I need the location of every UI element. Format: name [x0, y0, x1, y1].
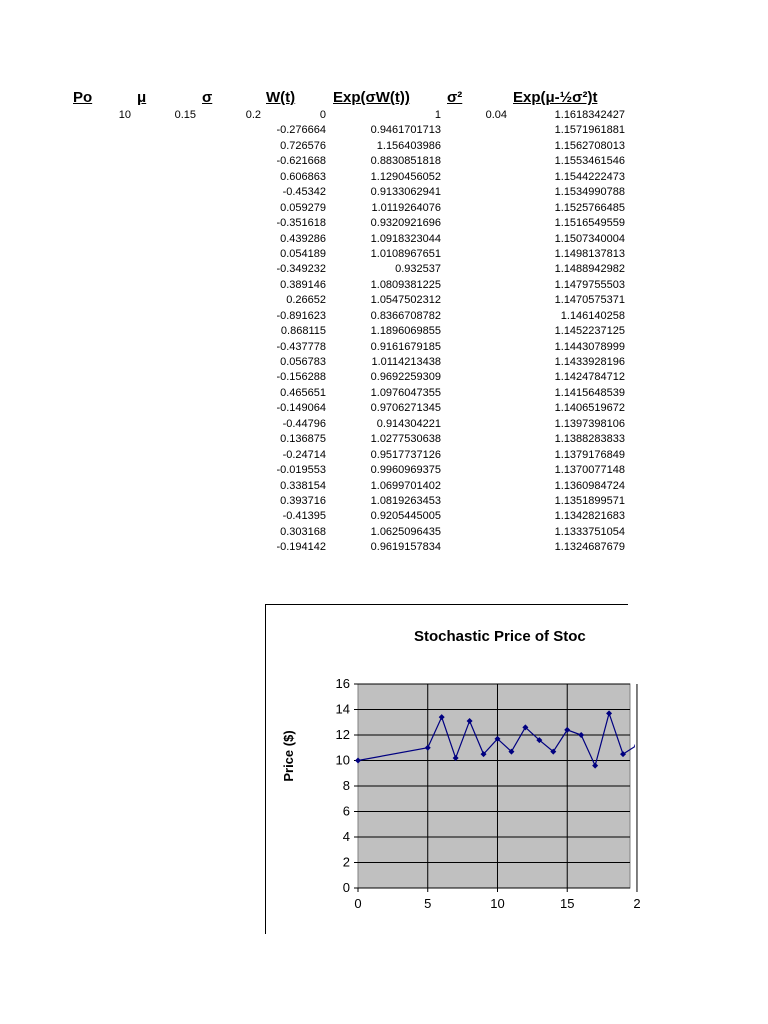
exp-drift-cell: 1.1397398106: [554, 417, 625, 430]
exp-sigma-wt-cell: 1.0918323044: [370, 232, 441, 245]
exp-drift-cell: 1.1360984724: [554, 479, 625, 492]
y-tick-label: 8: [342, 778, 350, 793]
exp-sigma-wt-cell: 1: [434, 109, 441, 121]
header-sigma: σ: [202, 89, 213, 106]
x-tick-label: 15: [559, 896, 575, 911]
exp-drift-cell: 1.1351899571: [554, 494, 625, 507]
exp-sigma-wt-cell: 0.9461701713: [370, 124, 441, 137]
y-tick-label: 12: [335, 727, 350, 742]
exp-drift-cell: 1.1525766485: [554, 201, 625, 214]
exp-drift-cell: 1.1415648539: [554, 386, 625, 399]
exp-drift-cell: 1.146140258: [560, 309, 625, 322]
header-po: Po: [73, 89, 93, 106]
exp-sigma-wt-cell: 0.9619157834: [370, 541, 441, 554]
wt-cell: -0.349232: [276, 263, 326, 276]
exp-sigma-wt-cell: 1.0809381225: [370, 278, 441, 291]
exp-sigma-wt-cell: 0.9161679185: [370, 340, 441, 353]
exp-sigma-wt-cell: 0.932537: [395, 263, 441, 276]
wt-cell: 0.26652: [286, 294, 326, 307]
exp-drift-cell: 1.1406519672: [554, 402, 625, 415]
wt-cell: 0.054189: [280, 247, 326, 260]
exp-sigma-wt-cell: 0.9960969375: [370, 464, 441, 477]
y-tick-label: 0: [342, 880, 350, 895]
wt-cell: -0.276664: [276, 124, 326, 137]
exp-sigma-wt-cell: 1.156403986: [376, 139, 441, 152]
exp-drift-cell: 1.1534990788: [554, 186, 625, 199]
column-exp-sigma-wt: [336, 108, 441, 556]
exp-sigma-wt-cell: 0.914304221: [376, 417, 441, 430]
y-tick-label: 6: [342, 803, 350, 819]
column-wt: [246, 108, 326, 556]
exp-sigma-wt-cell: 1.0625096435: [370, 525, 441, 538]
wt-cell: 0.606863: [280, 170, 326, 183]
x-tick-label: 5: [424, 896, 432, 911]
wt-cell: -0.019553: [276, 464, 326, 477]
exp-sigma-wt-cell: 1.0819263453: [370, 494, 441, 507]
header-mu: μ: [137, 89, 147, 106]
header-sigma-squared: σ²: [447, 89, 463, 106]
exp-sigma-wt-cell: 1.0277530638: [370, 433, 441, 446]
exp-drift-cell: 1.1618342427: [554, 109, 625, 121]
header-wt: W(t): [266, 89, 296, 106]
exp-sigma-wt-cell: 0.8830851818: [370, 155, 441, 168]
exp-sigma-wt-cell: 0.8366708782: [370, 309, 441, 322]
wt-cell: -0.437778: [276, 340, 326, 353]
exp-drift-cell: 1.1507340004: [554, 232, 625, 245]
exp-sigma-wt-cell: 1.0108967651: [370, 247, 441, 260]
wt-cell: -0.45342: [282, 186, 326, 199]
exp-drift-cell: 1.1470575371: [554, 294, 625, 307]
exp-drift-cell: 1.1424784712: [554, 371, 625, 384]
exp-sigma-wt-cell: 1.1896069855: [370, 325, 441, 338]
chart-title: Stochastic Price of Stoc: [414, 628, 586, 645]
exp-sigma-wt-cell: 0.9320921696: [370, 217, 441, 230]
header-exp-drift: Exp(μ-½σ²)t: [513, 89, 598, 106]
x-tick-label: 10: [490, 896, 505, 911]
wt-cell: -0.149064: [276, 402, 326, 415]
exp-sigma-wt-cell: 0.9692259309: [370, 371, 441, 384]
header-exp-sigma-wt: Exp(σW(t)): [333, 89, 410, 106]
y-tick-label: 16: [335, 676, 350, 691]
y-tick-label: 14: [335, 701, 350, 717]
y-tick-label: 2: [342, 854, 350, 870]
exp-sigma-wt-cell: 1.0699701402: [370, 479, 441, 492]
wt-cell: 0.868115: [280, 325, 326, 338]
exp-drift-cell: 1.1571961881: [554, 124, 625, 137]
y-tick-label: 4: [342, 829, 350, 844]
exp-drift-cell: 1.1370077148: [554, 464, 625, 477]
wt-cell: 0.389146: [280, 278, 326, 291]
wt-cell: -0.41395: [282, 510, 326, 523]
wt-cell: -0.351618: [276, 217, 326, 230]
wt-cell: 0.465651: [280, 386, 326, 399]
wt-cell: 0.393716: [280, 494, 326, 507]
wt-cell: 0.303168: [280, 525, 326, 538]
param-mu: 0.15: [174, 109, 196, 121]
wt-cell: 0.726576: [280, 139, 326, 152]
exp-drift-cell: 1.1452237125: [554, 325, 625, 338]
wt-cell: -0.44796: [282, 417, 326, 430]
exp-sigma-wt-cell: 1.0119264076: [371, 201, 441, 214]
exp-drift-cell: 1.1479755503: [554, 278, 625, 291]
exp-sigma-wt-cell: 1.0976047355: [370, 386, 441, 399]
x-tick-label: 0: [354, 896, 362, 911]
chart-object[interactable]: [265, 604, 641, 934]
exp-drift-cell: 1.1488942982: [554, 263, 625, 276]
exp-sigma-wt-cell: 0.9133062941: [370, 186, 441, 199]
exp-drift-cell: 1.1498137813: [554, 247, 625, 260]
exp-drift-cell: 1.1388283833: [554, 433, 625, 446]
wt-cell: -0.156288: [276, 371, 326, 384]
exp-sigma-wt-cell: 0.9205445005: [370, 510, 441, 523]
line-chart: [265, 604, 641, 934]
exp-sigma-wt-cell: 0.9706271345: [370, 402, 441, 415]
exp-sigma-wt-cell: 0.9517737126: [370, 448, 441, 461]
exp-drift-cell: 1.1342821683: [554, 510, 625, 523]
exp-drift-cell: 1.1516549559: [554, 217, 625, 230]
wt-cell: 0.338154: [280, 479, 326, 492]
param-po: 10: [118, 109, 131, 121]
exp-drift-cell: 1.1553461546: [554, 155, 625, 168]
wt-cell: 0: [319, 109, 326, 121]
exp-drift-cell: 1.1443078999: [554, 340, 625, 353]
x-tick-label: 2: [633, 896, 641, 911]
exp-drift-cell: 1.1562708013: [554, 139, 625, 152]
exp-sigma-wt-cell: 1.0547502312: [370, 294, 441, 307]
wt-cell: 0.056783: [280, 356, 326, 368]
param-sigma-squared: 0.04: [485, 109, 507, 121]
y-axis-label: Price ($): [281, 730, 296, 782]
wt-cell: 0.439286: [280, 232, 326, 245]
wt-cell: -0.24714: [282, 448, 326, 461]
wt-cell: -0.194142: [276, 541, 326, 554]
exp-drift-cell: 1.1433928196: [554, 356, 625, 368]
wt-cell: -0.891623: [276, 309, 326, 322]
exp-drift-cell: 1.1333751054: [554, 525, 625, 538]
wt-cell: 0.059279: [280, 201, 326, 214]
exp-drift-cell: 1.1544222473: [554, 170, 625, 183]
y-tick-label: 10: [335, 752, 350, 768]
wt-cell: 0.136875: [280, 433, 326, 446]
exp-sigma-wt-cell: 1.0114213438: [371, 356, 441, 368]
exp-drift-cell: 1.1379176849: [554, 448, 625, 461]
column-exp-drift: [505, 108, 625, 556]
exp-sigma-wt-cell: 1.1290456052: [370, 170, 441, 183]
param-sigma: 0.2: [245, 109, 261, 121]
wt-cell: -0.621668: [276, 155, 326, 168]
exp-drift-cell: 1.1324687679: [554, 541, 625, 554]
